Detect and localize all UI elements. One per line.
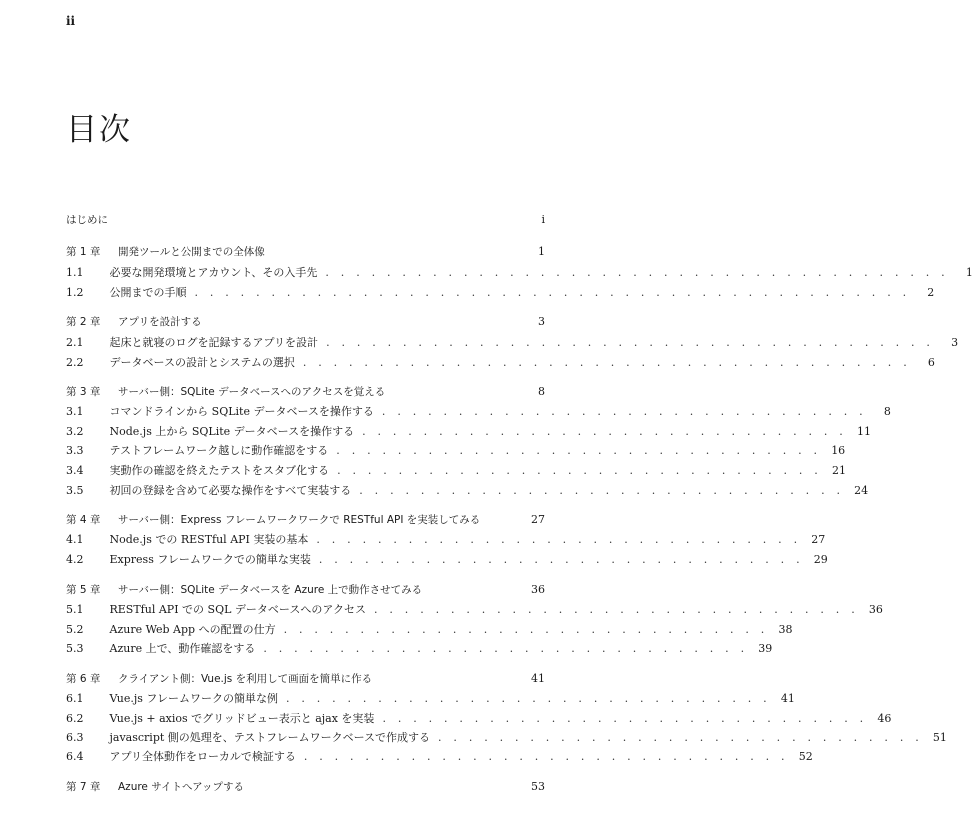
leader-dots: . . . . . . . . . . . . . . . . . . . . . . . . . . . . . . . . (318, 553, 804, 566)
toc-entry-page: 41 (780, 692, 795, 705)
leader-dots: . . . . . . . . . . . . . . . . . . . . . . . . . . . . . . . . (337, 464, 822, 477)
leader-dots: . . . . . . . . . . . . . . . . . . . . . . . . . . . . . . . . (303, 750, 789, 763)
leader-dots: . . . . . . . . . . . . . . . . . . . . . . . . . . . . . . . . (263, 642, 749, 655)
toc-entry-page: 41 (531, 672, 545, 685)
page-title: 目次 (66, 112, 132, 148)
toc-section[interactable] (66, 748, 813, 766)
toc-entry-page: 51 (932, 731, 947, 744)
toc-section[interactable] (66, 354, 935, 372)
toc-section-label: 5.2 (66, 623, 84, 636)
toc-section[interactable] (66, 442, 846, 460)
toc-chapter[interactable] (66, 779, 545, 797)
toc-section-label: 3.5 (66, 484, 84, 497)
toc-chapter[interactable] (66, 671, 545, 689)
toc-entry-title: 開発ツールと公開までの全体像 (118, 246, 265, 258)
toc-section[interactable] (66, 531, 826, 549)
toc-section-label: 3.1 (66, 405, 84, 418)
toc-chapter[interactable] (66, 244, 545, 262)
toc-entry-title: Vue.js + axios でグリッドビュー表示と ajax を実装 (109, 712, 375, 725)
toc-section-label: 6.2 (66, 712, 84, 725)
toc-section-label: 1.1 (66, 266, 84, 279)
toc-entry-title: Azure Web App への配置の仕方 (109, 623, 276, 636)
toc-entry-title: サーバー側：SQLite データベースを Azure 上で動作させてみる (118, 584, 423, 596)
toc-section[interactable] (66, 640, 773, 658)
leader-dots: . . . . . . . . . . . . . . . . . . . . . . . . . . . . . . . . (438, 731, 923, 744)
toc-section-label: 4.2 (66, 553, 84, 566)
toc-chapter[interactable] (66, 512, 545, 530)
toc-entry-page: 11 (857, 425, 871, 438)
toc-entry-title: アプリ全体動作をローカルで検証する (109, 750, 296, 763)
toc-entry-title: Node.js 上から SQLite データベースを操作する (109, 425, 355, 438)
toc-section-label: 5.3 (66, 642, 84, 655)
toc-section[interactable] (66, 551, 828, 569)
toc-entry-title: 実動作の確認を終えたテストをスタブ化する (109, 464, 330, 477)
toc-entry-page: 39 (758, 642, 773, 655)
toc-chapter[interactable] (66, 314, 545, 332)
toc-section[interactable] (66, 403, 891, 421)
toc-entry-title: javascript 側の処理を、テストフレームワークベースで作成する (109, 731, 431, 744)
toc-entry-title: テストフレームワーク越しに動作確認をする (109, 444, 329, 457)
toc-entry-page: 36 (531, 583, 545, 596)
toc-entry-page: 6 (927, 356, 935, 369)
toc-chapter-label: 第 6 章 (66, 673, 101, 685)
toc-section-label: 2.2 (66, 356, 84, 369)
leader-dots: . . . . . . . . . . . . . . . . . . . . . . . . . . . . . . . . (381, 405, 867, 418)
toc-section[interactable] (66, 462, 846, 480)
toc-entry-page: 53 (531, 780, 545, 793)
toc-section-label: 6.4 (66, 750, 84, 763)
toc-entry-page: 2 (927, 286, 935, 299)
toc-section[interactable] (66, 621, 793, 639)
toc-entry-page: 27 (531, 513, 545, 526)
toc-section-label: 3.4 (66, 464, 84, 477)
toc-chapter-label: 第 1 章 (66, 246, 101, 258)
toc-entry-title: Azure 上で、動作確認をする (109, 642, 256, 655)
leader-dots: . . . . . . . . . . . . . . . . . . . . . . . . . . . . . . . . (382, 712, 868, 725)
leader-dots: . . . . . . . . . . . . . . . . . . . . . . . . . . . . . . . . . . . . . . . . . (325, 266, 949, 279)
toc-section-label: 2.1 (66, 336, 84, 349)
toc-entry-page: 24 (854, 484, 869, 497)
leader-dots: . . . . . . . . . . . . . . . . . . . . . . . . . . . . . . . . . . . . . . . . (326, 336, 935, 349)
leader-dots: . . . . . . . . . . . . . . . . . . . . . . . . . . . . . . . . (316, 533, 802, 546)
leader-dots: . . . . . . . . . . . . . . . . . . . . . . . . . . . . . . . . (285, 692, 771, 705)
toc-chapter-label: 第 7 章 (66, 781, 101, 793)
toc-entry-title: RESTful API での SQL データベースへのアクセス (109, 603, 367, 616)
leader-dots: . . . . . . . . . . . . . . . . . . . . . . . . . . . . . . . . . . . . . . . . . . . . . . . (194, 286, 911, 299)
toc-entry-page: 21 (831, 464, 846, 477)
leader-dots: . . . . . . . . . . . . . . . . . . . . . . . . . . . . . . . . (336, 444, 822, 457)
page-number: ii (66, 14, 76, 28)
toc-section-label: 6.1 (66, 692, 84, 705)
leader-dots: . . . . . . . . . . . . . . . . . . . . . . . . . . . . . . . . (374, 603, 859, 616)
leader-dots: . . . . . . . . . . . . . . . . . . . . . . . . . . . . . . . . (283, 623, 769, 636)
leader-dots: . . . . . . . . . . . . . . . . . . . . . . . . . . . . . . . . (362, 425, 847, 438)
leader-dots: . . . . . . . . . . . . . . . . . . . . . . . . . . . . . . . . (359, 484, 845, 497)
toc-entry-page: 38 (778, 623, 793, 636)
toc-entry-page: i (541, 213, 545, 226)
leader-dots: . . . . . . . . . . . . . . . . . . . . . . . . . . . . . . . . . . . . . . . . (302, 356, 911, 369)
toc-entry-page: 16 (831, 444, 846, 457)
toc-entry-page: 36 (868, 603, 883, 616)
toc-entry-title: Node.js での RESTful API 実装の基本 (109, 533, 309, 546)
toc-section[interactable] (66, 729, 947, 747)
toc-section[interactable] (66, 423, 871, 441)
toc-entry-title: データベースの設計とシステムの選択 (109, 356, 295, 369)
toc-section-label: 3.2 (66, 425, 84, 438)
toc-entry-page: 1 (965, 266, 973, 279)
toc-entry-title: Express フレームワークでの簡単な実装 (109, 553, 311, 566)
toc-chapter-label: 第 5 章 (66, 584, 101, 596)
toc-entry-page: 8 (538, 385, 545, 398)
toc-entry-title: 起床と就寝のログを記録するアプリを設計 (109, 336, 319, 349)
toc-entry-title: Azure サイトへアップする (118, 781, 244, 793)
toc-entry-page: 1 (538, 245, 545, 258)
toc-chapter-label: 第 3 章 (66, 386, 101, 398)
toc-entry-title: 公開までの手順 (109, 286, 187, 299)
toc-section-label: 3.3 (66, 444, 84, 457)
toc-section[interactable] (66, 601, 883, 619)
toc-entry-page: 46 (877, 712, 892, 725)
toc-entry-page: 3 (951, 336, 959, 349)
toc-entry-title: コマンドラインから SQLite データベースを操作する (109, 405, 374, 418)
toc-section[interactable] (66, 482, 869, 500)
toc-entry-page: 52 (798, 750, 813, 763)
toc-entry-title: サーバー側：Express フレームワークワークで RESTful API を実装してみる (118, 514, 481, 526)
toc-section-label: 1.2 (66, 286, 84, 299)
toc-chapter[interactable] (66, 582, 545, 600)
toc-entry-title: はじめに (66, 214, 108, 226)
toc-section-label: 5.1 (66, 603, 84, 616)
toc-entry-title: 必要な開発環境とアカウント、その入手先 (109, 266, 318, 279)
toc-section[interactable] (66, 334, 959, 352)
toc-chapter[interactable] (66, 384, 545, 402)
toc-chapter-label: 第 2 章 (66, 316, 101, 328)
toc-entry-page: 8 (883, 405, 891, 418)
toc-entry-title: クライアント側：Vue.js を利用して画面を簡単に作る (118, 673, 373, 685)
toc-section-label: 6.3 (66, 731, 84, 744)
toc-section-label: 4.1 (66, 533, 84, 546)
toc-section[interactable] (66, 710, 892, 728)
toc-entry-page: 3 (538, 315, 545, 328)
toc-section[interactable] (66, 284, 935, 302)
toc-section[interactable] (66, 264, 973, 282)
toc-chapter-label: 第 4 章 (66, 514, 101, 526)
toc-entry-page: 29 (813, 553, 828, 566)
toc-entry-title: サーバー側：SQLite データベースへのアクセスを覚える (118, 386, 386, 398)
toc-entry-title: アプリを設計する (118, 316, 202, 328)
toc-entry-preface[interactable] (66, 212, 545, 230)
toc-entry-title: 初回の登録を含めて必要な操作をすべて実装する (109, 484, 352, 497)
toc-section[interactable] (66, 690, 795, 708)
toc-entry-page: 27 (811, 533, 826, 546)
toc-entry-title: Vue.js フレームワークの簡単な例 (109, 692, 278, 705)
